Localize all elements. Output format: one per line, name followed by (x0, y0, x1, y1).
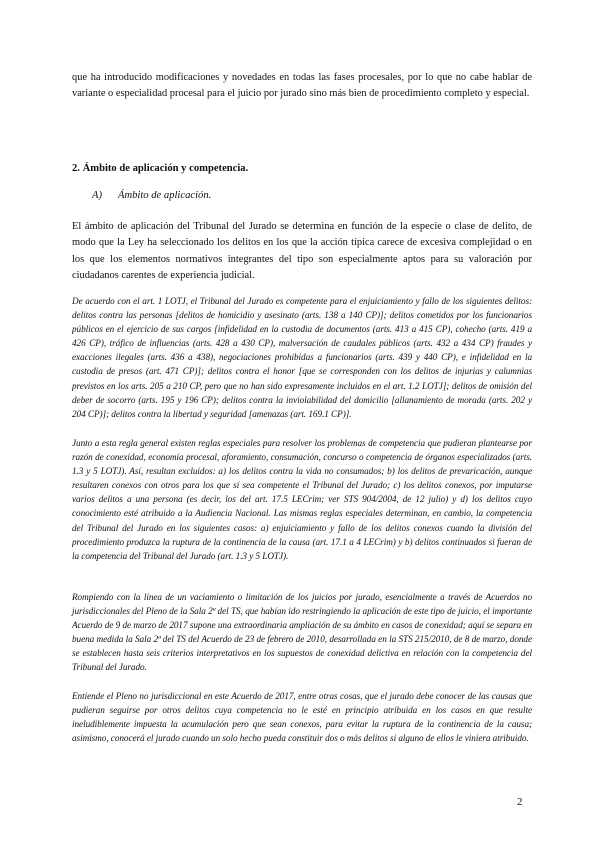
section-heading: 2. Ámbito de aplicación y competencia. (72, 163, 249, 174)
subsection-label: A) (92, 190, 102, 201)
subsection-title: Ámbito de aplicación. (118, 190, 212, 201)
quote-lotj-competence: De acuerdo con el art. 1 LOTJ, el Tribunal del Jurado es competente para el enjuiciamiento y fallo de los siguientes delitos: delitos contra las personas [delitos de homicidio y asesinato (arts. 138 a 140 CP)]; delitos cometidos por los funcionarios públicos en el ejercicio de sus cargos [infidelidad en la custodia de documentos (arts. 413 a 415 CP), cohecho (arts. 419 a 426 CP), tráfico de influencias (arts. 428 a 430 CP), malversación de caudales públicos (arts. 432 a 434 CP) fraudes y exacciones ilegales (arts. 436 a 438), negociaciones prohibidas a funcionarios (arts. 439 y 440 CP), e infidelidad en la custodia de presos (art. 471 CP)]; delitos contra el honor [que se corresponden con los delitos de injurias y calumnias previstos en los arts. 205 a 210 CP, pero que no han sido expresamente incluidos en el art. 1.2 LOTJ]; delitos de omisión del deber de socorro (arts. 195 y 196 CP); delitos contra la inviolabilidad del domicilio [allanamiento de morada (arts. 202 y 204 CP)]; delitos contra la libertad y seguridad [amenazas (art. 169.1 CP)]. (72, 296, 532, 419)
quote-plenary-agreement: Entiende el Pleno no jurisdiccional en este Acuerdo de 2017, entre otras cosas, que el jurado debe conocer de las causas que pudieran seguirse por otros delitos cuya competencia no le esté en principio atribuida en los casos en que resulte ineludiblemente impuesta la acumulación pero que sean conexos, para evitar la ruptura de la continencia de la causa; asimismo, conocerá el jurado cuando un solo hecho pueda constituir dos o más delitos si alguno de ellos le viniera atribuido. (72, 691, 532, 744)
quote-special-rules: Junto a esta regla general existen reglas especiales para resolver los problemas de competencia que pudieran plantearse por razón de conexidad, economía procesal, aforamiento, consumación, concurso o competencia de órganos especializados (arts. 1.3 y 5 LOTJ). Así, resultan excluidos: a) los delitos contra la vida no consumados; b) los delitos de prevaricación, aunque resultaren conexos con otros para los que sí sea competente el Tribunal del Jurado; c) los delitos conexos, por imputarse varios delitos a una persona (es decir, los del art. 17.5 LECrim; ver STS 904/2004, de 12 julio) y d) los delitos cuyo conocimiento esté atribuido a la Audiencia Nacional. Las mismas reglas especiales determinan, en cambio, la competencia del Tribunal del Jurado en los siguientes casos: a) enjuiciamiento y fallo de los delitos conexos cuando la división del procedimiento produzca la ruptura de la continencia de la causa (art. 17.1 a 4 LECrim) y b) delitos continuados si fueran de la competencia del Tribunal del Jurado (art. 1.3 y 5 LOTJ). (72, 438, 532, 561)
paragraph-scope: El ámbito de aplicación del Tribunal del Jurado se determina en función de la especie o clase de delito, de modo que la Ley ha seleccionado los delitos en los que la acción típica carece de excesiva complejidad o en los que los elementos normativos integrantes del tipo son especialmente aptos para su valoración por ciudadanos carentes de experiencia judicial. (72, 221, 532, 282)
page-number: 2 (517, 796, 523, 808)
subsection-heading (92, 190, 492, 201)
intro-paragraph: que ha introducido modificaciones y novedades en todas las fases procesales, por lo que no cabe hablar de variante o especialidad procesal para el juicio por jurado sino más bien de procedimiento completo y especial. (72, 72, 532, 100)
quote-2017-agreement: Rompiendo con la línea de un vaciamiento o limitación de los juicios por jurado, esencialmente a través de Acuerdos no jurisdiccionales del Pleno de la Sala 2ª del TS, que habían ido restringiendo la aplicación de este tipo de juicio, el importante Acuerdo de 9 de marzo de 2017 supone una extraordinaria ampliación de su ámbito en casos de conexidad; aquí se separa en buena medida la Sala 2ª del TS del Acuerdo de 23 de febrero de 2010, desarrollada en la STS 215/2010, de 8 de marzo, donde se establecen hasta seis criterios interpretativos en los supuestos de conexidad delictiva en relación con la competencia del Tribunal del Jurado. (72, 592, 532, 673)
